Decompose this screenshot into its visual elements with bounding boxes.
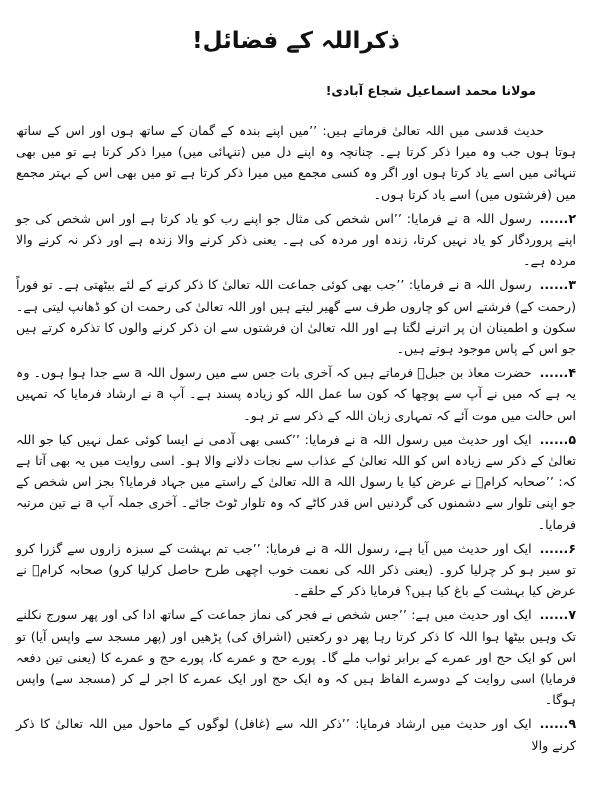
paragraph-text: ایک اور حدیث میں رسول اللہ a نے فرمایا: ’’کسی بھی آدمی نے ایسا کوئی عمل نہیں کیا جو اللہ تعالیٰ کے ذکر سے زیادہ اس کو اللہ تعالیٰ کے عذاب سے نجات دلانے والا ہو۔ اسی روایت میں یہ بھی آتا ہے کہ: ’’صحابہ کرامؓ نے عرض کیا یا رسول اللہ a اللہ تعالیٰ کے راستے میں جہاد فرمایا؟ بجز اس شخص کے جو اپنی تلوار سے دشمنوں کی گردنیں اس قدر کاٹے کہ وہ تلوار ٹوٹ جائے۔ آخری جملہ آپ a نے تین مرتبہ فرمایا۔ — [16, 431, 577, 532]
paragraph-text: ایک اور حدیث میں ارشاد فرمایا: ’’ذکر اللہ سے (غافل) لوگوں کے ماحول میں اللہ تعالیٰ کا ذکر کرنے والا — [16, 716, 576, 753]
paragraph-2 — [16, 208, 576, 272]
paragraph-number: ۲...... — [539, 210, 576, 226]
paragraph-5 — [16, 429, 576, 535]
paragraph-number: ۴...... — [539, 365, 576, 381]
page-title: ذکراللہ کے فضائل! — [192, 28, 400, 54]
paragraph-1 — [16, 120, 576, 205]
paragraph-7 — [16, 604, 576, 710]
paragraph-number: ۹...... — [539, 716, 576, 732]
paragraph-number: ۵...... — [539, 431, 576, 447]
paragraph-6 — [16, 538, 576, 602]
paragraph-text: حضرت معاذ بن جبلؓ فرماتے ہیں کہ آخری بات جس سے میں رسول اللہ a سے جدا ہوا ہوں۔ وہ یہ ہے کہ میں نے آپ سے پوچھا کہ کون سا عمل اللہ کو زیادہ پسند ہے۔ آپ a نے ارشاد فرمایا کہ تمہیں اس حالت میں موت آئے کہ تمہاری زبان اللہ کے ذکر سے تر ہو۔ — [16, 365, 576, 423]
paragraph-text: حدیث قدسی میں اللہ تعالیٰ فرماتے ہیں: ’’میں اپنے بندہ کے گمان کے ساتھ ہوں اور اس کے ساتھ ہوتا ہوں جب وہ میرا ذکر کرتا ہے۔ چنانچہ وہ اپنے دل میں (تنہائی میں) میرا ذکر کرتا ہے تو میں بھی تنہائی میں اسے یاد کرتا ہوں اور اگر وہ کسی مجمع میں میرا ذکر کرتا ہے تو میں بھی اس کے بہتر مجمع میں (فرشتوں میں) اسے یاد کرتا ہوں۔ — [16, 123, 576, 202]
paragraph-text: ایک اور حدیث میں ہے: ’’جس شخص نے فجر کی نماز جماعت کے ساتھ ادا کی اور پھر سورج نکلنے تک وہیں بیٹھا ہوا اللہ کا ذکر کرتا رہا پھر دو رکعتیں (اشراق کی) پڑھیں اور (پھر مسجد سے واپس آیا) تو اس کو ایک حج اور عمرے کے برابر ثواب ملے گا۔ پورے حج و عمرے کا، پورے حج و عمرے کا (یعنی تین دفعہ فرمایا) اسی روایت کے دوسرے الفاظ ہیں کہ وہ ایک حج اور ایک عمرے کا اجر لے کر (مسجد سے) واپس ہوگا۔ — [16, 607, 576, 708]
paragraph-text: رسول اللہ a نے فرمایا: ’’اس شخص کی مثال جو اپنے رب کو یاد کرتا ہے اور اس شخص کی جو اپنے پروردگار کو یاد نہیں کرتا، زندہ اور مردہ کی ہے۔ یعنی ذکر کرنے والا زندہ ہے اور ذکر نہ کرنے والا مردہ ہے۔ — [16, 210, 576, 269]
paragraph-number: ۳...... — [539, 277, 576, 293]
article-body — [16, 120, 576, 756]
paragraph-text: رسول اللہ a نے فرمایا: ’’جب بھی کوئی جماعت اللہ تعالیٰ کا ذکر کرنے کے لئے بیٹھتی ہے۔ تو فوراً (رحمت کے) فرشتے اس کو چاروں طرف سے گھیر لیتے ہیں اور اللہ تعالیٰ کی رحمت ان کو ڈھانپ لیتی ہے۔ سکون و اطمینان ان پر اترنے لگتا ہے اور اللہ تعالیٰ ان فرشتوں سے ان ذکر کرنے والوں کا تذکرہ کرتے ہیں جو اس کے پاس موجود ہوتے ہیں۔ — [16, 277, 576, 357]
paragraph-4 — [16, 362, 576, 426]
paragraph-9 — [16, 713, 576, 755]
paragraph-text: ایک اور حدیث میں آیا ہے، رسول اللہ a نے فرمایا: ’’جب تم بہشت کے سبزہ زاروں سے گزرا کرو تو سیر ہو کر چرلیا کرو۔ (یعنی ذکر اللہ کی نعمت خوب اچھی طرح حاصل کرلیا کرو) صحابہ کرامؓ نے عرض کیا بہشت کے باغ کیا ہیں؟ فرمایا ذکر کے حلقے۔ — [16, 540, 576, 599]
paragraph-number: ۷...... — [539, 607, 576, 623]
author-line: مولانا محمد اسماعیل شجاع آبادی! — [325, 83, 536, 98]
paragraph-3 — [16, 274, 576, 359]
paragraph-number: ۶...... — [539, 540, 576, 556]
